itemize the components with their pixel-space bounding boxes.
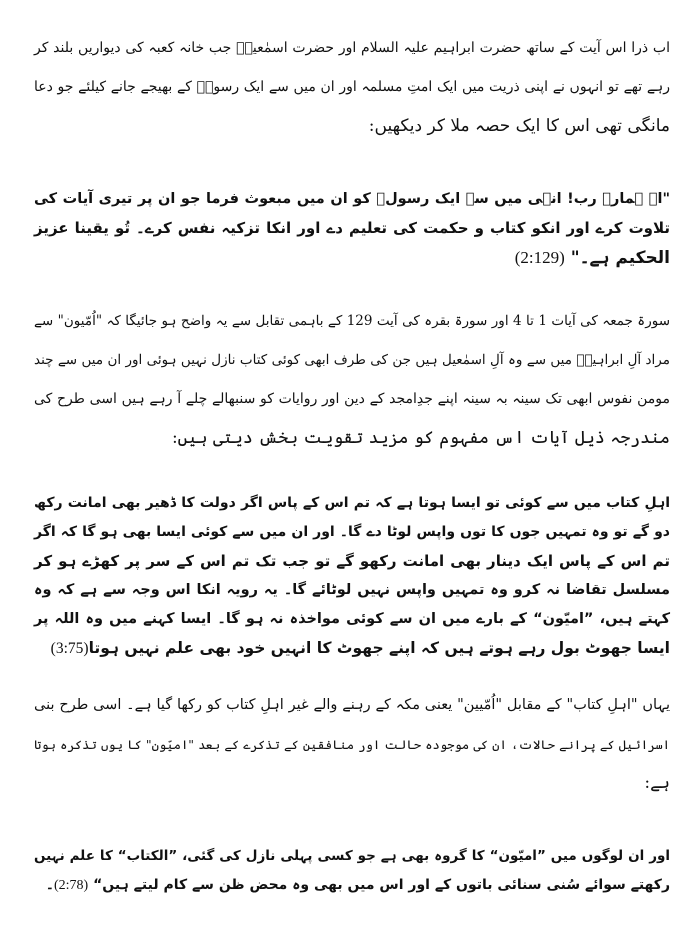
text-line: رہے تھے تو انہوں نے اپنی ذریت میں ایک امتِ مسلمہ اور ان میں سے ایک رسولؑ کے بھیجے جانے کیلئے جو دعا [34,79,670,95]
text-line: اور ان لوگوں میں ”امیّون“ کا گروہ بھی ہے جو کسی پہلی نازل کی گئی، ”الکتاب“ کا علم نہیں [34,848,670,864]
text-line: دو گے تو وہ تمہیں جوں کا توں واپس لوٹا دے گا۔ اور ان میں سے کوئی ایسا بھی ہو گا کہ اگر [34,524,670,540]
intro-paragraph [34,29,670,146]
quran-quote-2-78 [34,842,670,900]
text-line: اہلِ کتاب میں سے کوئی تو ایسا ہوتا ہے کہ تم اس کے پاس اگر دولت کا ڈھیر بھی امانت رکھ [34,495,670,511]
text-line: مومن نفوس ابھی تک سینہ بہ سینہ اپنے جدِامجد کے دین اور روایات کو سنبھالے چلے آ رہے ہیں اسی طرح کی [34,391,670,407]
text-fragment: ایسا جھوٹ بول رہے ہوتے ہیں کہ اپنے جھوٹ کا انہیں خود بھی علم نہیں ہوتا [88,639,670,657]
explanation-paragraph [34,302,670,458]
text-line: "اے ہمارے رب! انہی میں سے ایک رسولؐ کو ان میں مبعوث فرما جو ان پر تیری آیات کی [34,191,670,207]
text-line: اسرائیل کے پرانے حالات، ان کی موجودہ حالت اور منافقین کے تذکرے کے بعد "امیّون" کا یوں تذکرہ ہوتا [34,737,670,752]
text-line: مسلسل تقاضا نہ کرو وہ تمہیں واپس نہیں لوٹائے گا۔ یہ رویہ انکا اس وجہ سے ہے کہ وہ [34,582,670,598]
verse-reference: (3:75) [50,640,89,657]
text-fragment: رکھتے سوائے سُنی سنائی باتوں کے اور اس میں بھی وہ محض ظن سے کام لیتے ہیں“ [93,877,670,893]
text-line: یہاں "اہلِ کتاب" کے مقابل "اُمّیین" یعنی مکہ کے رہنے والے غیر اہلِ کتاب کو رکھا گیا ہے۔ اسی طرح بنی [34,697,670,713]
text-line: مانگی تھی اس کا ایک حصہ ملا کر دیکھیں: [368,116,670,136]
full-stop: ۔ [45,877,54,893]
commentary-paragraph [34,686,670,803]
verse-reference: (2:78) [54,878,89,893]
verse-reference: (2:129) [514,248,565,267]
text-line: مراد آلِ ابراہیمؑ میں سے وہ آلِ اسمٰعیل ہیں جن کی طرف ابھی کوئی کتاب نازل نہیں ہوئی اور ان میں سے چند [34,352,670,368]
text-line [34,243,670,273]
text-line: سورۃ جمعہ کی آیات 1 تا 4 اور سورۃ بقرہ کی آیت 129 کے باہمی تقابل سے یہ واضح ہو جائیگا کہ "اُمّیون" سے [34,313,671,329]
text-line [34,634,670,663]
text-line: تم اس کے پاس ایک دینار بھی امانت رکھو گے تو جب تک تم اس کے سر پر کھڑے ہو کر [34,552,670,570]
text-line: اب ذرا اس آیت کے ساتھ حضرت ابراہیم علیہ السلام اور حضرت اسمٰعیلؑ جب خانہ کعبہ کی دیواریں بلند کر [34,40,670,56]
text-fragment: الحکیم ہے۔" [570,248,670,268]
text-line: تلاوت کرے اور انکو کتاب و حکمت کی تعلیم دے اور انکا تزکیہ نفس کرے۔ تُو یقینا عزیز [34,219,670,237]
text-line: ہے: [644,773,670,793]
text-line [34,871,670,900]
text-line: مندرجہ ذیل آیات اس مفہوم کو مزید تقویت بخش دیتی ہیں: [171,428,670,448]
quran-quote-3-75 [34,489,670,663]
quran-quote-2-129 [34,185,670,273]
text-line: کہتے ہیں، ”امیّون“ کے بارے میں ان سے کوئی مواخذہ نہ ہو گا۔ ایسا کہنے میں وہ اللہ پر [34,611,670,627]
